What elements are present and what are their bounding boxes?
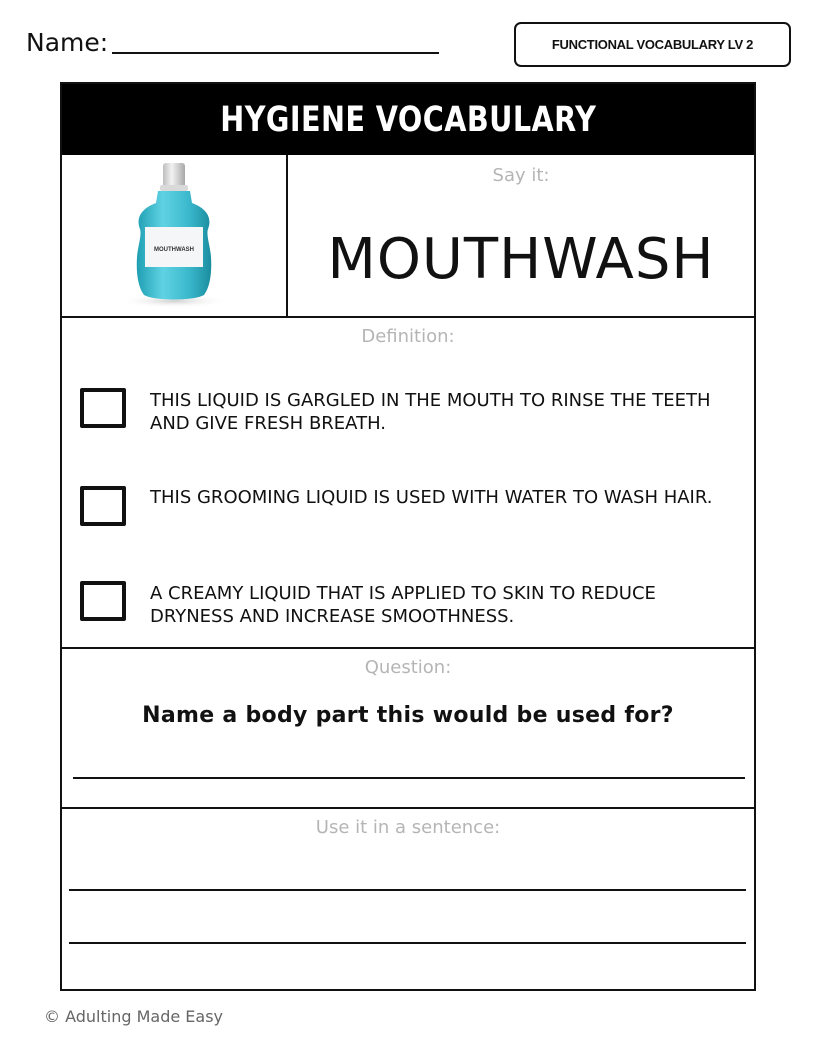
option-text: THIS LIQUID IS GARGLED IN THE MOUTH TO RINSE THE TEETH AND GIVE FRESH BREATH. [150,390,711,434]
worksheet [60,82,756,991]
definition-label: Definition: [361,326,455,347]
option-checkbox[interactable] [80,388,126,428]
copyright-footer: © Adulting Made Easy [44,1007,224,1026]
option-checkbox[interactable] [80,581,126,621]
question-text: Name a body part this would be used for? [142,703,674,728]
name-label: Name: [26,28,109,57]
sentence-section [62,809,754,989]
page-title: HYGIENE VOCABULARY [219,99,597,140]
bottle-label-text: MOUTHWASH [154,246,194,253]
option-text: A CREAMY LIQUID THAT IS APPLIED TO SKIN TO REDUCE DRYNESS AND INCREASE SMOOTHNESS. [150,583,656,627]
level-badge: FUNCTIONAL VOCABULARY LV 2 [514,22,791,67]
picture-cell [62,155,288,318]
definition-section [62,318,754,649]
mouthwash-bottle-icon [114,161,234,311]
vocabulary-word: MOUTHWASH [327,227,715,292]
say-it-label: Say it: [492,165,550,186]
sentence-line[interactable] [69,889,746,891]
sentence-label: Use it in a sentence: [315,817,501,838]
sentence-line[interactable] [69,942,746,944]
say-it-cell [288,155,754,318]
name-input-line[interactable] [112,52,439,54]
option-text: THIS GROOMING LIQUID IS USED WITH WATER TO WASH HAIR. [150,487,713,508]
question-section [62,649,754,809]
question-label: Question: [364,657,452,678]
title-bar [62,84,754,155]
option-checkbox[interactable] [80,486,126,526]
answer-line[interactable] [73,777,745,779]
